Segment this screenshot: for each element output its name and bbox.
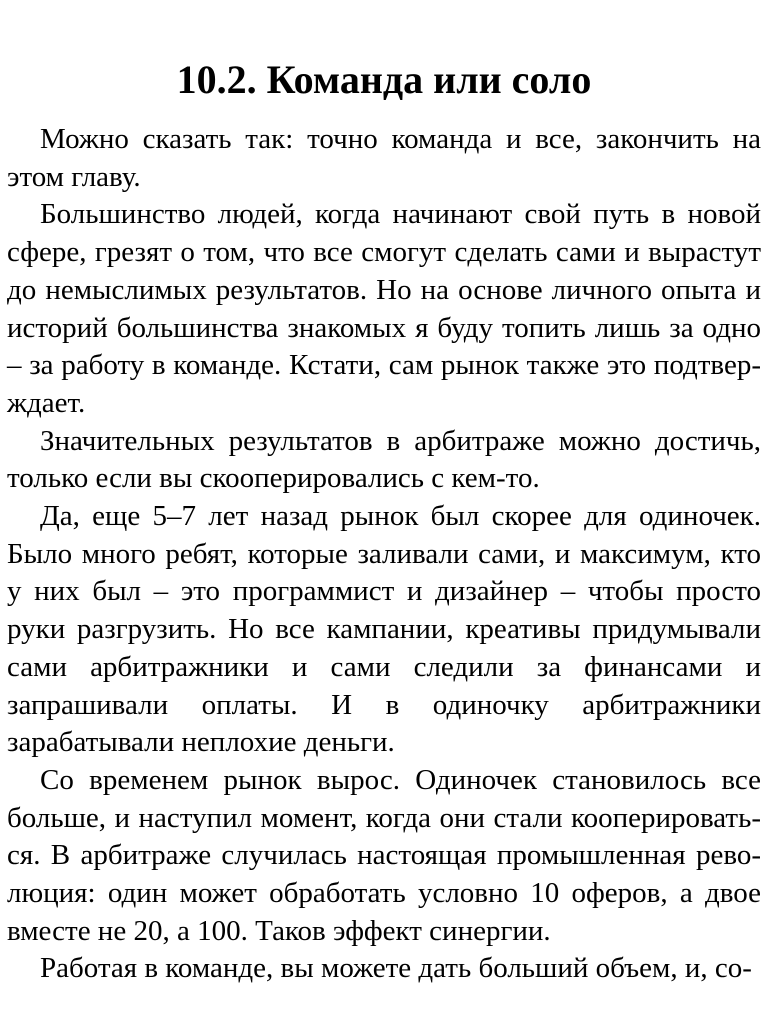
paragraph-3: Значительных результатов в арбитраже можно достичь, только если вы скооперировались с кем-то. xyxy=(7,424,761,495)
paragraph-2: Большинство людей, когда начинают свой путь в новой сфере, грезят о том, что все смогут сделать сами и вырастут до немыслимых результатов. Но на основе личного опыта и историй большинства знакомых я буду топить лишь за одно – за работу в команде. Кстати, сам рынок также это подтверждает. xyxy=(7,198,761,419)
book-page xyxy=(7,56,761,988)
chapter-title: 10.2. Команда или соло xyxy=(176,57,592,102)
paragraph-1: Можно сказать так: точно команда и все, закончить на этом главу. xyxy=(7,123,761,193)
body-text xyxy=(7,121,761,988)
paragraph-6: Работая в команде, вы можете дать больший объем, и, со- xyxy=(40,952,752,985)
paragraph-5: Со временем рынок вырос. Одиночек становилось все больше, и наступил момент, когда они стали кооперироваться. В арбитраже случилась настоящая промышленная революция: один может обработать условно 10 оферов, а двое вместе не 20, а 100. Таков эффект синергии. xyxy=(7,763,761,947)
paragraph-4: Да, еще 5–7 лет назад рынок был скорее для одиночек. Было много ребят, которые заливали сами, и максимум, кто у них был – это программист и дизайнер – чтобы просто руки разгрузить. Но все кампании, креативы придумывали сами арбитражники и сами следили за финансами и запрашивали оплаты. И в одиночку арбитражники зарабатывали неплохие деньги. xyxy=(7,500,761,759)
